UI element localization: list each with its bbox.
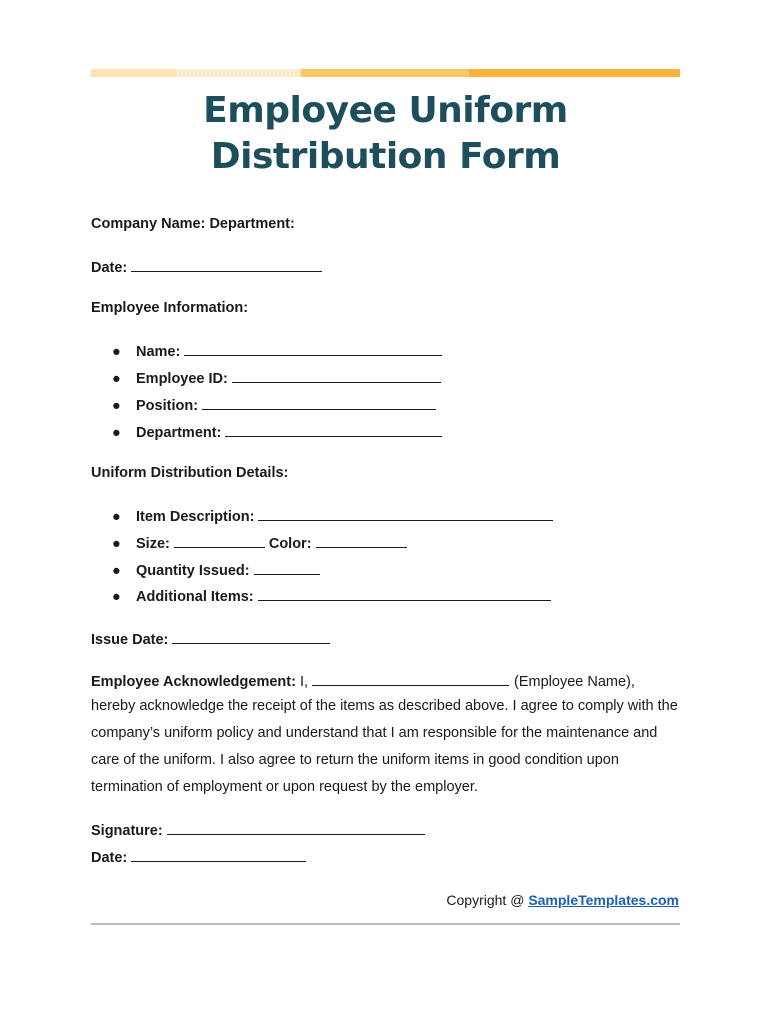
employee-id-label: Employee ID:: [136, 371, 228, 387]
decorative-top-bar: [91, 69, 680, 77]
quantity-label: Quantity Issued:: [136, 563, 250, 579]
copyright-prefix: Copyright @: [446, 892, 525, 908]
bullet-icon: ●: [112, 509, 121, 525]
top-bar-segment: [91, 69, 175, 77]
list-item: [112, 368, 441, 388]
additional-items-label: Additional Items:: [136, 589, 254, 605]
issue-date-blank[interactable]: [172, 629, 330, 644]
acknowledgement-body: hereby acknowledge the receipt of the items as described above. I agree to comply with the company’s uniform policy and understand that I am responsible for the maintenance and care of the uniform. I also agree to return the uniform items in good condition upon termination of employment or upon request by the employer.: [91, 698, 678, 795]
date-blank[interactable]: [131, 257, 322, 272]
employee-id-blank[interactable]: [232, 368, 441, 383]
copyright-link[interactable]: SampleTemplates.com: [528, 892, 679, 908]
acknowledgement-post: (Employee Name),: [514, 674, 635, 690]
bullet-icon: ●: [112, 371, 121, 387]
list-item: [112, 422, 442, 442]
bullet-icon: ●: [112, 536, 121, 552]
acknowledgement-pre: I,: [299, 674, 309, 690]
top-bar-segment: [175, 69, 301, 77]
department-blank[interactable]: [225, 422, 442, 437]
page-title: Employee Uniform Distribution Form: [203, 90, 568, 177]
issue-date-row: [91, 629, 330, 649]
bullet-icon: ●: [112, 344, 121, 360]
size-blank[interactable]: [174, 533, 265, 548]
copyright: [446, 891, 679, 909]
date-label: Date:: [91, 260, 128, 276]
company-line: Company Name: Department:: [91, 216, 295, 232]
bullet-icon: ●: [112, 563, 121, 579]
employee-info-heading: Employee Information:: [91, 300, 249, 316]
issue-date-label: Issue Date:: [91, 632, 169, 648]
bullet-icon: ●: [112, 589, 121, 605]
signature-label: Signature:: [91, 823, 163, 839]
position-blank[interactable]: [202, 395, 436, 410]
acknowledgement-label: Employee Acknowledgement:: [91, 674, 296, 690]
signature-row: [91, 820, 425, 840]
list-item: [112, 341, 442, 361]
list-item: [112, 533, 407, 553]
list-item: [112, 560, 320, 580]
uniform-heading: Uniform Distribution Details:: [91, 465, 289, 481]
list-item: [112, 395, 436, 415]
acknowledgement-first-line: [91, 671, 635, 691]
name-blank[interactable]: [184, 341, 442, 356]
name-label: Name:: [136, 344, 181, 360]
signature-blank[interactable]: [167, 820, 425, 835]
employee-name-blank[interactable]: [312, 671, 509, 686]
date2-blank[interactable]: [131, 847, 306, 862]
item-description-label: Item Description:: [136, 509, 255, 525]
item-description-blank[interactable]: [258, 506, 553, 521]
quantity-blank[interactable]: [254, 560, 320, 575]
bullet-icon: ●: [112, 398, 121, 414]
size-label: Size:: [136, 536, 170, 552]
top-bar-segment: [301, 69, 469, 77]
date2-row: [91, 847, 306, 867]
date-row: [91, 257, 322, 277]
list-item: [112, 586, 551, 606]
department-label: Department:: [136, 425, 222, 441]
additional-items-blank[interactable]: [258, 586, 551, 601]
bullet-icon: ●: [112, 425, 121, 441]
divider: [91, 923, 680, 925]
color-label: Color:: [268, 536, 312, 552]
list-item: [112, 506, 553, 526]
position-label: Position:: [136, 398, 199, 414]
date2-label: Date:: [91, 850, 128, 866]
top-bar-segment: [469, 69, 680, 77]
color-blank[interactable]: [316, 533, 407, 548]
